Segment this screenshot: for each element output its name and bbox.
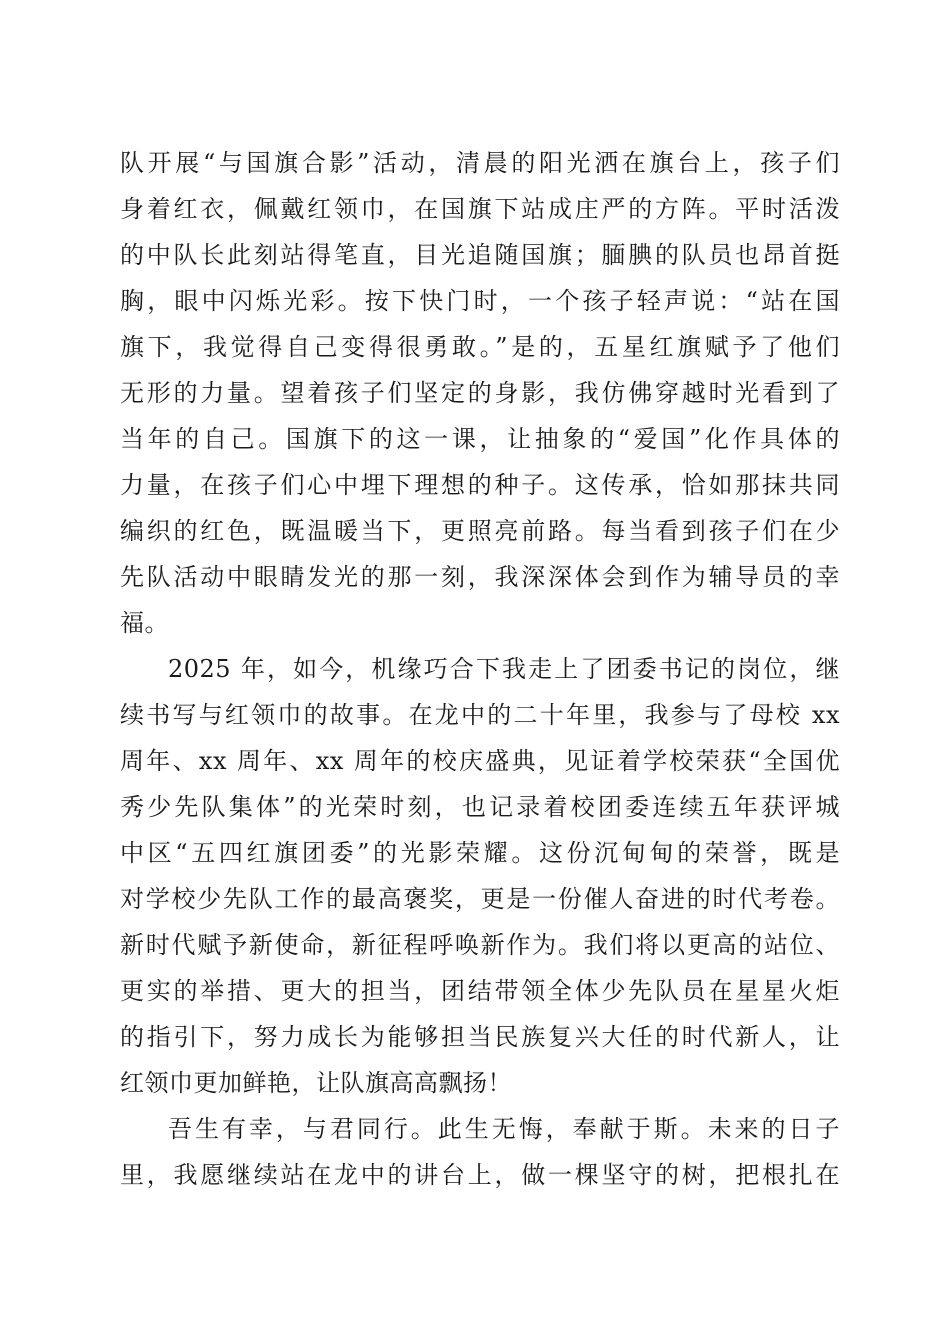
- paragraph-2-line: 秀少先队集体”的光荣时刻，也记录着校团委连续五年获评城: [120, 793, 840, 821]
- paragraph-1-line: 胸，眼中闪烁光彩。按下快门时，一个孩子轻声说：“站在国: [120, 287, 840, 315]
- paragraph-1-line: 的中队长此刻站得笔直，目光追随国旗；腼腆的队员也昂首挺: [120, 241, 840, 269]
- paragraph-2-line: 周年、xx 周年、xx 周年的校庆盛典，见证着学校荣获“全国优: [120, 747, 840, 775]
- paragraph-2-line: 更实的举措、更大的担当，团结带领全体少先队员在星星火炬: [120, 977, 840, 1005]
- paragraph-2-line: 2025 年，如今，机缘巧合下我走上了团委书记的岗位，继: [168, 655, 840, 683]
- paragraph-2-line: 中区“五四红旗团委”的光影荣耀。这份沉甸甸的荣誉，既是: [120, 839, 840, 867]
- paragraph-1-line: 队开展“与国旗合影”活动，清晨的阳光洒在旗台上，孩子们: [120, 149, 840, 177]
- paragraph-2-line: 对学校少先队工作的最高褒奖，更是一份催人奋进的时代考卷。: [120, 885, 840, 913]
- paragraph-1-line: 先队活动中眼睛发光的那一刻，我深深体会到作为辅导员的幸: [120, 563, 840, 591]
- paragraph-2-line: 新时代赋予新使命，新征程呼唤新作为。我们将以更高的站位、: [120, 931, 840, 959]
- paragraph-2-line: 的指引下，努力成长为能够担当民族复兴大任的时代新人，让: [120, 1023, 840, 1051]
- paragraph-1-line: 福。: [120, 609, 169, 637]
- paragraph-1-line: 当年的自己。国旗下的这一课，让抽象的“爱国”化作具体的: [120, 425, 840, 453]
- paragraph-1-line: 身着红衣，佩戴红领巾，在国旗下站成庄严的方阵。平时活泼: [120, 195, 840, 223]
- paragraph-1-line: 无形的力量。望着孩子们坚定的身影，我仿佛穿越时光看到了: [120, 379, 840, 407]
- paragraph-3-line: 吾生有幸，与君同行。此生无悔，奉献于斯。未来的日子: [168, 1115, 840, 1143]
- paragraph-2-line: 续书写与红领巾的故事。在龙中的二十年里，我参与了母校 xx: [120, 701, 840, 729]
- paragraph-3-line: 里，我愿继续站在龙中的讲台上，做一棵坚守的树，把根扎在: [120, 1161, 840, 1189]
- paragraph-1-line: 旗下，我觉得自己变得很勇敢。”是的，五星红旗赋予了他们: [120, 333, 840, 361]
- paragraph-2-line: 红领巾更加鲜艳，让队旗高高飘扬！: [120, 1069, 512, 1097]
- paragraph-1-line: 力量，在孩子们心中埋下理想的种子。这传承，恰如那抹共同: [120, 471, 840, 499]
- paragraph-1-line: 编织的红色，既温暖当下，更照亮前路。每当看到孩子们在少: [120, 517, 840, 545]
